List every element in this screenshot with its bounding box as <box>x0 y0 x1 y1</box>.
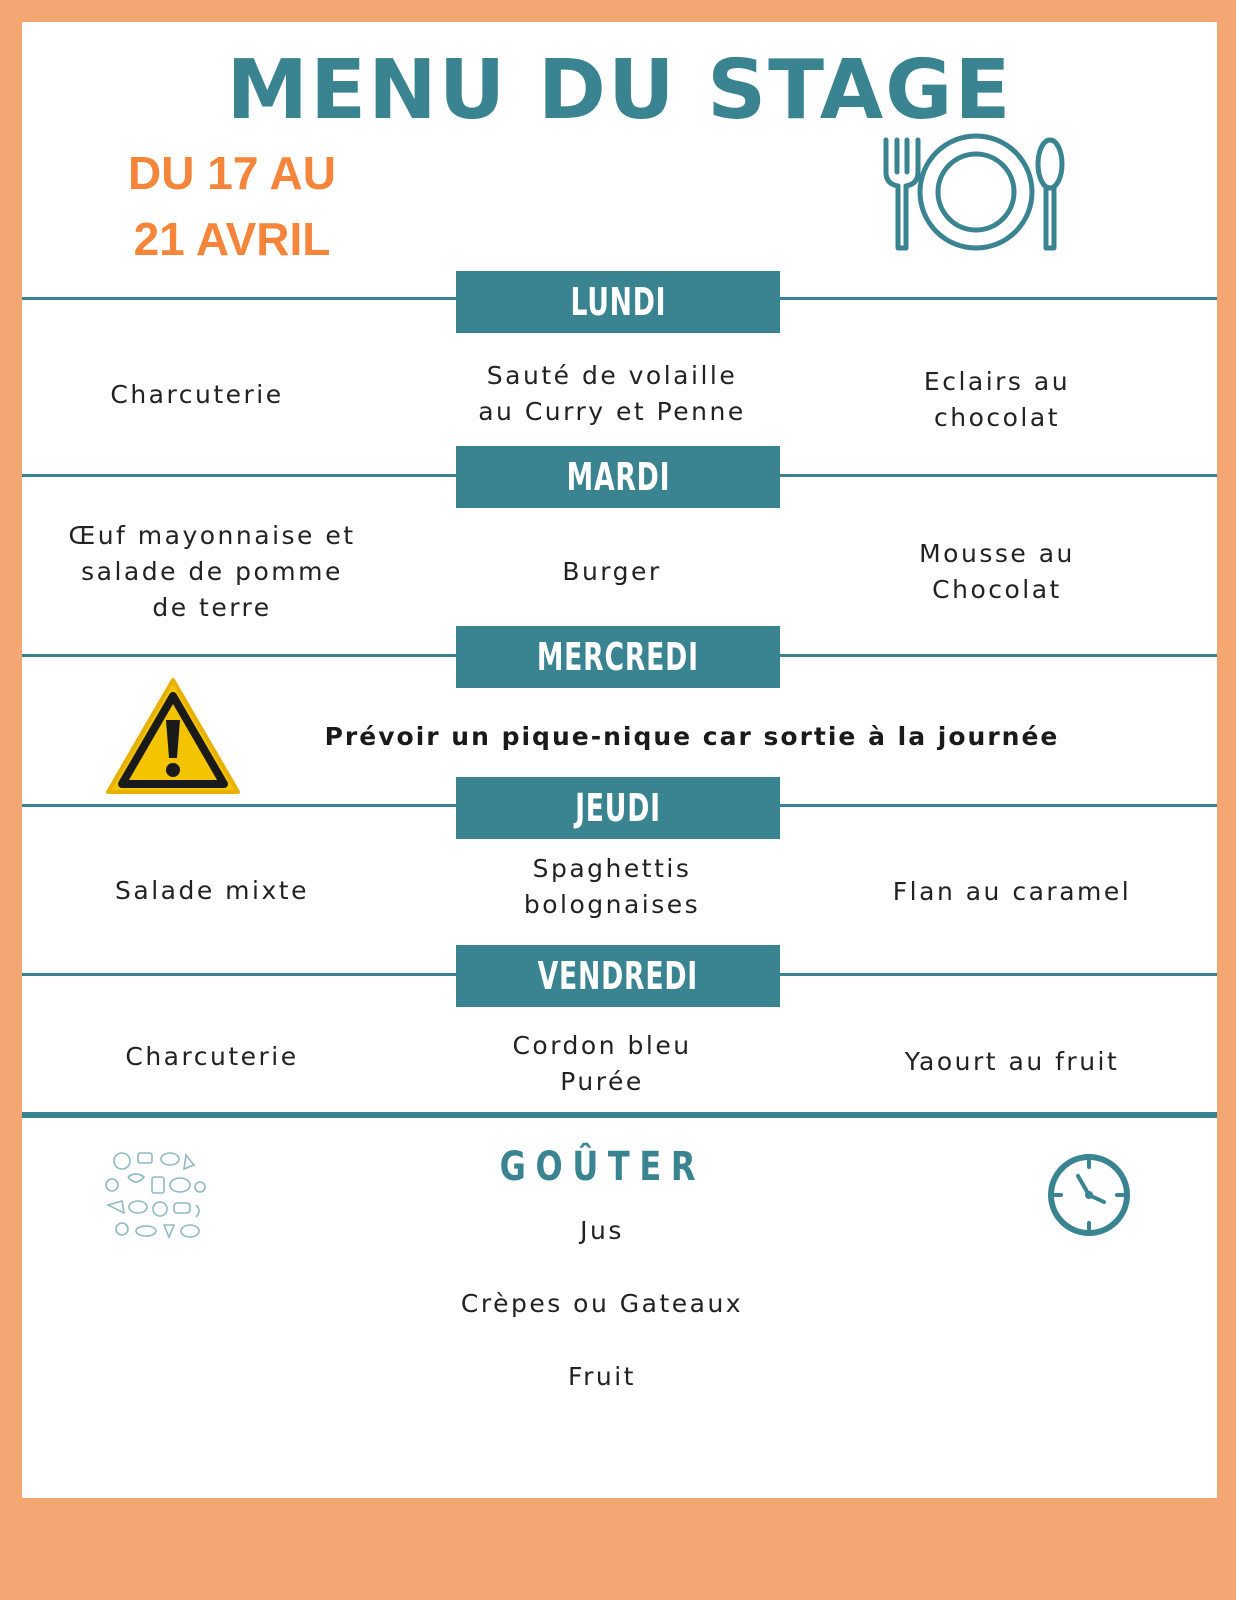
day-label-jeudi: JEUDI <box>456 777 780 839</box>
date-range <box>92 140 372 272</box>
food-doodles-icon <box>100 1147 210 1247</box>
jeudi-dessert: Flan au caramel <box>892 877 1132 906</box>
menu-card <box>22 22 1217 1498</box>
gouter-title: GOÛTER <box>499 1144 705 1190</box>
day-label-mercredi: MERCREDI <box>456 626 780 688</box>
mardi-dessert: Mousse au Chocolat <box>919 539 1075 604</box>
vendredi-starter: Charcuterie <box>125 1042 299 1071</box>
plate-cutlery-icon <box>878 132 1068 252</box>
day-label-mardi: MARDI <box>456 446 780 508</box>
mercredi-notice: Prévoir un pique-nique car sortie à la journée <box>324 722 1060 751</box>
lundi-dessert: Eclairs au chocolat <box>923 367 1071 432</box>
date-range-line1: DU 17 AU <box>128 147 336 199</box>
jeudi-main: Spaghettis bolognaises <box>523 854 701 919</box>
vendredi-dessert: Yaourt au fruit <box>904 1047 1120 1076</box>
vendredi-main: Cordon bleu Purée <box>512 1031 692 1096</box>
gouter-item: Crèpes ou Gateaux <box>460 1289 744 1318</box>
divider-gouter <box>22 1112 1217 1118</box>
lundi-starter: Charcuterie <box>110 380 284 409</box>
gouter-item: Fruit <box>568 1362 636 1391</box>
clock-icon <box>1044 1150 1134 1240</box>
day-label-lundi: LUNDI <box>456 271 780 333</box>
jeudi-starter: Salade mixte <box>115 876 309 905</box>
mardi-starter: Œuf mayonnaise et salade de pomme de terre <box>68 521 356 622</box>
page-title: MENU DU STAGE <box>226 43 1013 138</box>
lundi-main: Sauté de volaille au Curry et Penne <box>478 361 746 426</box>
mardi-main: Burger <box>562 557 662 586</box>
date-range-line2: 21 AVRIL <box>133 213 331 265</box>
gouter-item: Jus <box>580 1216 624 1245</box>
warning-icon <box>102 674 244 800</box>
day-label-vendredi: VENDREDI <box>456 945 780 1007</box>
